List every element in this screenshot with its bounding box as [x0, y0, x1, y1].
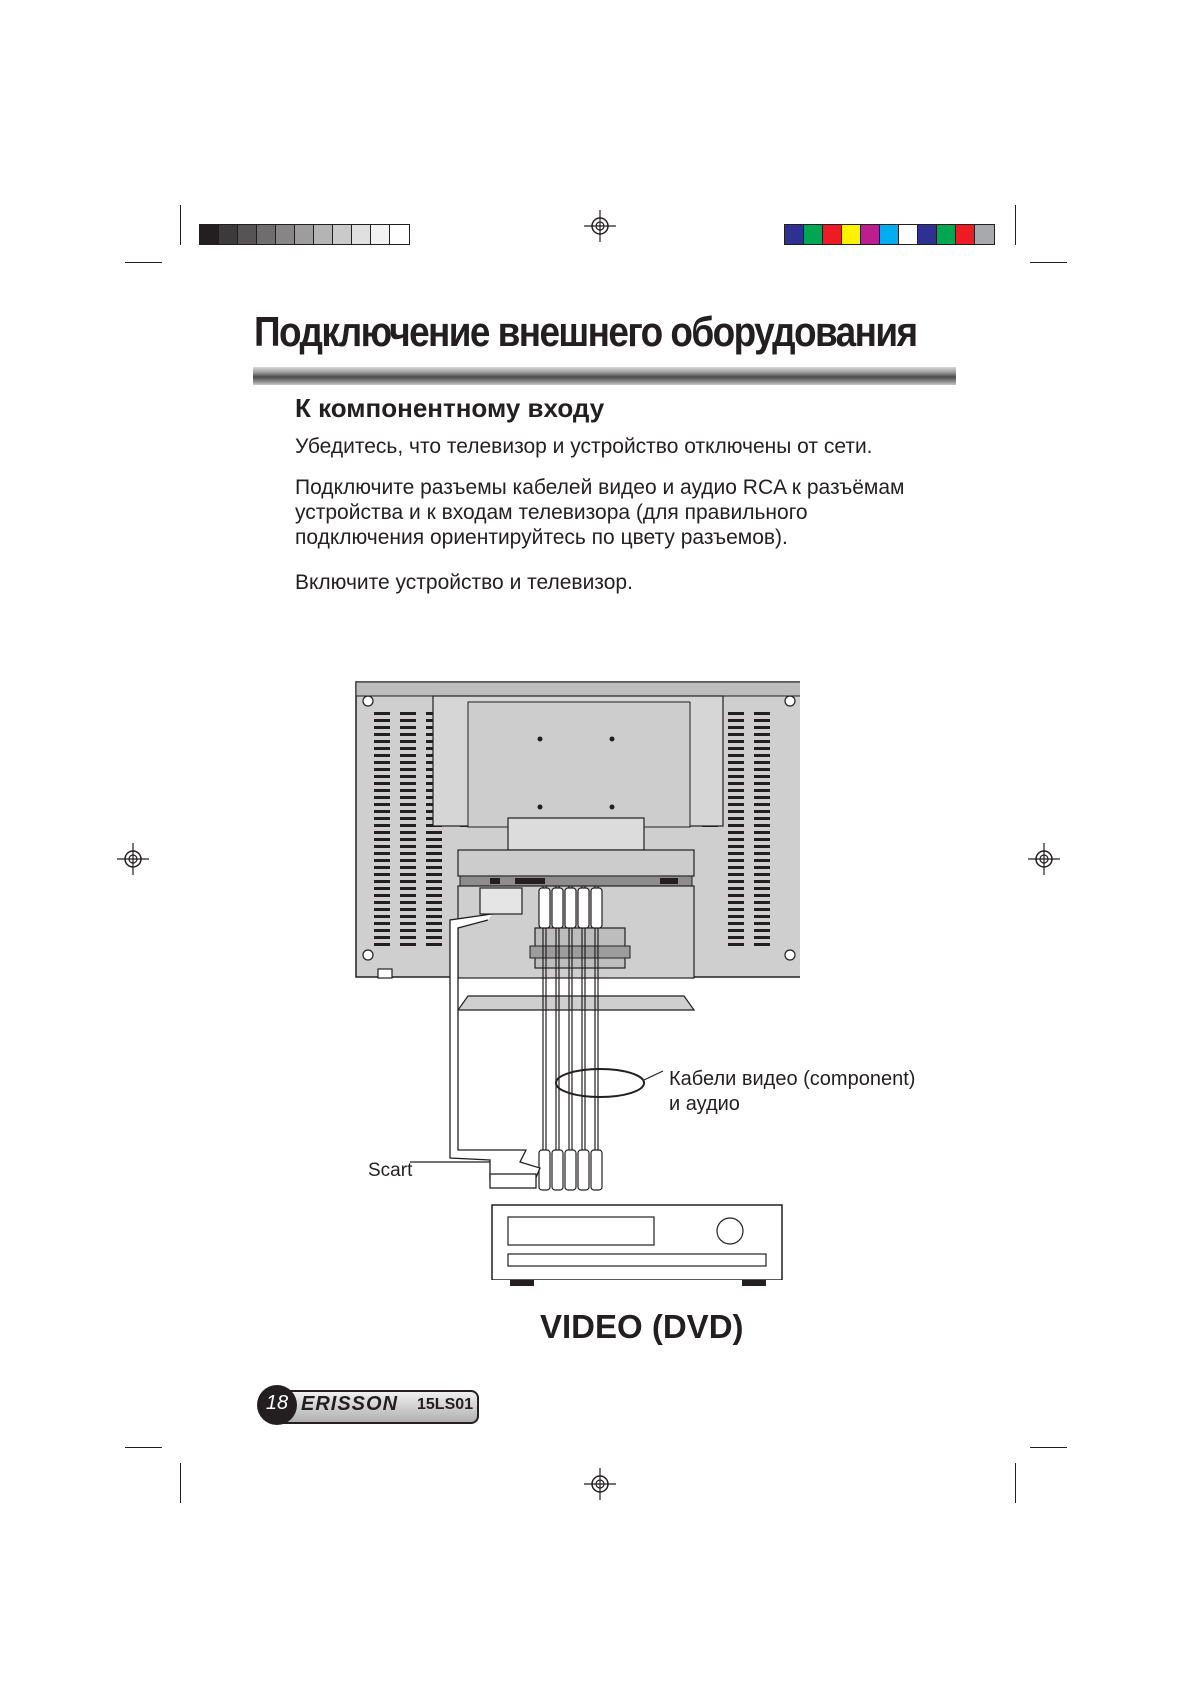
vent-slot	[374, 768, 390, 771]
vent-slot	[400, 866, 416, 869]
vent-slot	[728, 775, 744, 778]
vent-slot	[400, 901, 416, 904]
model-number: 15LS01	[417, 1396, 474, 1413]
vent-slot	[374, 915, 390, 918]
vent-slot	[728, 740, 744, 743]
vent-slot	[374, 754, 390, 757]
calibration-swatch	[918, 225, 937, 244]
vent-slot	[400, 880, 416, 883]
vent-slot	[400, 747, 416, 750]
vent-slot	[400, 852, 416, 855]
vent-slot	[728, 929, 744, 932]
vent-slot	[728, 831, 744, 834]
crop-mark	[1015, 205, 1016, 245]
vent-slot	[728, 824, 744, 827]
vent-slot	[754, 859, 770, 862]
vent-slot	[728, 908, 744, 911]
calibration-swatch	[975, 225, 994, 244]
vent-slot	[400, 824, 416, 827]
calibration-swatch	[785, 225, 804, 244]
vent-slot	[400, 810, 416, 813]
vent-slot	[728, 922, 744, 925]
vent-slot	[754, 831, 770, 834]
vent-slot	[374, 803, 390, 806]
vent-slot	[754, 866, 770, 869]
rca-plug	[539, 1150, 550, 1190]
vent-slot	[728, 894, 744, 897]
vent-slot	[374, 880, 390, 883]
vent-slot	[426, 908, 442, 911]
vent-slot	[754, 929, 770, 932]
vent-slot	[400, 908, 416, 911]
calibration-swatch	[956, 225, 975, 244]
rca-plug	[552, 1150, 563, 1190]
instruction-paragraph: Включите устройство и телевизор.	[295, 571, 633, 594]
vent-slot	[728, 796, 744, 799]
instruction-paragraph: подключения ориентируйтесь по цвету разъемов).	[295, 526, 788, 549]
vent-slot	[374, 936, 390, 939]
section-heading: К компонентному входу	[295, 393, 605, 423]
footer-badge	[257, 1385, 481, 1427]
dvd-display	[508, 1217, 654, 1245]
vent-slot	[754, 782, 770, 785]
vent-slot	[728, 845, 744, 848]
vent-slot	[400, 873, 416, 876]
connection-diagram	[340, 680, 800, 1280]
vent-slot	[400, 712, 416, 715]
vent-slot	[728, 719, 744, 722]
vent-slot	[374, 901, 390, 904]
vent-slot	[728, 936, 744, 939]
vent-slot	[374, 817, 390, 820]
calibration-swatch	[219, 225, 238, 244]
vent-slot	[374, 894, 390, 897]
vent-slot	[754, 747, 770, 750]
calibration-swatch	[333, 225, 352, 244]
calibration-swatch	[352, 225, 371, 244]
vent-slot	[754, 761, 770, 764]
vent-slot	[728, 810, 744, 813]
vent-slot	[754, 740, 770, 743]
vent-slot	[400, 754, 416, 757]
vent-slot	[754, 824, 770, 827]
rca-plug	[539, 888, 550, 928]
connector-strip	[458, 850, 694, 876]
device-label: VIDEO (DVD)	[540, 1308, 744, 1345]
cables-label-line: и аудио	[669, 1093, 740, 1115]
vent-slot	[728, 880, 744, 883]
vent-slot	[400, 782, 416, 785]
registration-mark-icon	[1028, 843, 1060, 875]
vent-slot	[754, 894, 770, 897]
vent-slot	[754, 768, 770, 771]
crop-mark	[1030, 262, 1067, 263]
registration-mark-icon	[117, 843, 149, 875]
vent-slot	[400, 831, 416, 834]
vent-slot	[754, 901, 770, 904]
vent-slot	[728, 747, 744, 750]
vent-slot	[374, 740, 390, 743]
crop-mark	[1015, 1463, 1016, 1503]
vent-slot	[374, 908, 390, 911]
vent-slot	[426, 943, 442, 946]
vent-slot	[426, 894, 442, 897]
page-title: Подключение внешнего оборудования	[254, 308, 917, 355]
vent-slot	[400, 803, 416, 806]
vent-slot	[426, 859, 442, 862]
vent-slot	[374, 726, 390, 729]
vent-slot	[374, 761, 390, 764]
vent-slot	[400, 845, 416, 848]
vent-slot	[400, 859, 416, 862]
vent-slot	[754, 922, 770, 925]
cables-label-line: Кабели видео (component)	[669, 1068, 916, 1090]
vent-slot	[754, 817, 770, 820]
registration-mark-icon	[584, 210, 616, 242]
calibration-swatch	[200, 225, 219, 244]
vent-slot	[374, 775, 390, 778]
rca-plug	[591, 888, 602, 928]
scart-plug	[490, 1174, 536, 1188]
vent-slot	[754, 908, 770, 911]
vent-slot	[728, 789, 744, 792]
calibration-swatch	[804, 225, 823, 244]
dvd-tray	[508, 1254, 766, 1266]
calibration-swatch	[842, 225, 861, 244]
rca-plug	[578, 1150, 589, 1190]
color-calibration-bar	[784, 224, 995, 245]
cables-label	[669, 1067, 915, 1117]
scart-label: Scart	[368, 1160, 413, 1181]
vent-slot	[374, 922, 390, 925]
vent-slot	[728, 873, 744, 876]
vent-slot	[754, 887, 770, 890]
instruction-paragraph: Подключите разъемы кабелей видео и аудио RCA к разъёмам	[295, 476, 905, 499]
vent-slot	[400, 887, 416, 890]
dvd-foot	[742, 1280, 766, 1286]
vent-slot	[374, 943, 390, 946]
vent-slot	[374, 747, 390, 750]
calibration-swatch	[899, 225, 918, 244]
registration-mark-icon	[584, 1468, 616, 1500]
vent-slot	[400, 838, 416, 841]
vent-slot	[426, 852, 442, 855]
vent-slot	[426, 838, 442, 841]
vent-slot	[374, 929, 390, 932]
rca-plug	[565, 1150, 576, 1190]
vent-slot	[400, 733, 416, 736]
vent-slot	[754, 733, 770, 736]
calibration-swatch	[257, 225, 276, 244]
dvd-knob	[717, 1218, 743, 1244]
vent-slot	[754, 873, 770, 876]
vent-slot	[754, 852, 770, 855]
vent-slot	[374, 824, 390, 827]
vent-slot	[754, 775, 770, 778]
vent-slot	[728, 803, 744, 806]
rca-plug	[565, 888, 576, 928]
vent-slot	[728, 901, 744, 904]
vent-slot	[754, 880, 770, 883]
vent-slot	[426, 922, 442, 925]
vent-slot	[374, 789, 390, 792]
vent-slot	[374, 810, 390, 813]
power-switch	[378, 969, 392, 978]
vent-slot	[728, 852, 744, 855]
calibration-swatch	[880, 225, 899, 244]
dvd-foot	[510, 1280, 534, 1286]
vent-slot	[728, 887, 744, 890]
vent-slot	[426, 845, 442, 848]
rca-plug	[578, 888, 589, 928]
vent-slot	[400, 943, 416, 946]
vent-slot	[400, 768, 416, 771]
page-number: 18	[265, 1392, 289, 1414]
vent-slot	[400, 929, 416, 932]
vent-slot	[728, 768, 744, 771]
vent-slot	[754, 726, 770, 729]
label-plate	[508, 818, 644, 850]
vent-slot	[374, 831, 390, 834]
crop-mark	[1030, 1447, 1067, 1448]
vent-slot	[374, 887, 390, 890]
vent-slot	[754, 810, 770, 813]
vent-slot	[400, 894, 416, 897]
vent-slot	[728, 761, 744, 764]
vent-slot	[374, 719, 390, 722]
vent-slot	[374, 712, 390, 715]
vent-slot	[374, 866, 390, 869]
crop-mark	[180, 1463, 181, 1503]
vent-slot	[400, 817, 416, 820]
calibration-swatch	[314, 225, 333, 244]
tv-top-band	[356, 682, 800, 696]
vent-slot	[400, 922, 416, 925]
instruction-paragraph: Убедитесь, что телевизор и устройство отключены от сети.	[295, 435, 873, 458]
vent-slot	[754, 789, 770, 792]
vent-slot	[400, 726, 416, 729]
vent-slot	[426, 866, 442, 869]
vent-slot	[728, 817, 744, 820]
vent-slot	[728, 859, 744, 862]
calibration-swatch	[390, 225, 409, 244]
calibration-swatch	[276, 225, 295, 244]
vent-slot	[728, 726, 744, 729]
calibration-swatch	[238, 225, 257, 244]
grayscale-calibration-bar	[199, 224, 410, 245]
vent-slot	[426, 880, 442, 883]
vent-slot	[754, 719, 770, 722]
vent-slot	[754, 845, 770, 848]
calibration-swatch	[823, 225, 842, 244]
vent-slot	[728, 733, 744, 736]
rca-plug	[552, 888, 563, 928]
vent-slot	[728, 754, 744, 757]
instruction-paragraph: устройства и к входам телевизора (для правильного	[295, 501, 808, 524]
vent-slot	[728, 943, 744, 946]
vent-slot	[400, 915, 416, 918]
vent-slot	[754, 838, 770, 841]
vent-slot	[400, 789, 416, 792]
vent-slot	[426, 929, 442, 932]
brand-name: ERISSON	[301, 1393, 399, 1415]
title-rule	[253, 367, 956, 385]
vent-slot	[426, 873, 442, 876]
vent-slot	[400, 761, 416, 764]
vent-slot	[728, 838, 744, 841]
vent-slot	[374, 796, 390, 799]
vent-slot	[400, 796, 416, 799]
vent-slot	[400, 775, 416, 778]
calibration-swatch	[937, 225, 956, 244]
vent-slot	[426, 831, 442, 834]
crop-mark	[125, 262, 162, 263]
mount-area	[468, 702, 690, 827]
vent-slot	[374, 733, 390, 736]
vent-slot	[400, 719, 416, 722]
vent-slot	[374, 852, 390, 855]
crop-mark	[125, 1447, 162, 1448]
vent-slot	[374, 782, 390, 785]
vent-slot	[426, 887, 442, 890]
vent-slot	[426, 936, 442, 939]
vent-slot	[754, 936, 770, 939]
vent-slot	[400, 740, 416, 743]
rca-plug	[591, 1150, 602, 1190]
vent-slot	[728, 915, 744, 918]
vent-slot	[754, 943, 770, 946]
vent-slot	[374, 859, 390, 862]
vent-slot	[426, 915, 442, 918]
calibration-swatch	[861, 225, 880, 244]
vent-slot	[400, 936, 416, 939]
scart-connector	[480, 888, 522, 914]
vent-slot	[754, 915, 770, 918]
vent-slot	[374, 873, 390, 876]
vent-slot	[754, 754, 770, 757]
stand-base	[458, 996, 694, 1010]
calibration-swatch	[371, 225, 390, 244]
calibration-swatch	[295, 225, 314, 244]
vent-slot	[728, 712, 744, 715]
vent-slot	[374, 838, 390, 841]
vent-slot	[754, 796, 770, 799]
vent-slot	[728, 866, 744, 869]
crop-mark	[180, 205, 181, 245]
vent-slot	[374, 845, 390, 848]
vent-slot	[754, 803, 770, 806]
vent-slot	[426, 901, 442, 904]
vent-slot	[754, 712, 770, 715]
vent-slot	[728, 782, 744, 785]
